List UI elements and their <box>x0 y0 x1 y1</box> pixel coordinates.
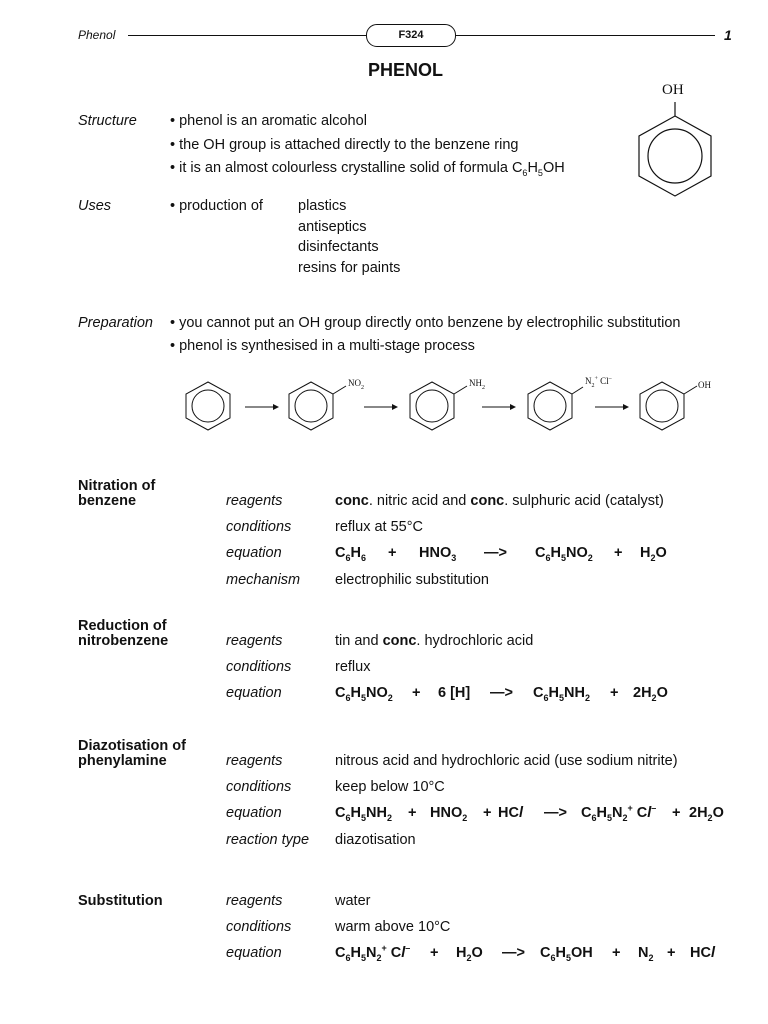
section-title-substitution: Substitution <box>78 893 163 909</box>
section-title-reduction: Reduction of nitrobenzene <box>78 618 169 649</box>
structure-bullet-1: • phenol is an aromatic alcohol <box>170 113 367 129</box>
uses-item: disinfectants <box>298 239 379 255</box>
phenol-structure-diagram <box>620 98 730 198</box>
equation-nitration: $C_6H_5NO_2$ <box>535 545 593 563</box>
row-key: mechanism <box>226 572 301 588</box>
equation-diazotisation: $2H_2O$ <box>689 805 724 823</box>
equation-substitution: + <box>430 945 439 961</box>
section-title-diazotisation: Diazotisation of phenylamine <box>78 738 186 769</box>
equation-reduction: $2H_2O$ <box>633 685 668 703</box>
structure-bullet-3: • it is an almost colourless crystalline solid of formula $C_6H_5OH$ <box>170 160 565 178</box>
header-doc-name: Phenol <box>78 28 116 42</box>
preparation-bullet-2: • phenol is synthesised in a multi-stage process <box>170 338 475 354</box>
uses-lead: • production of <box>170 198 263 214</box>
equation-nitration: + <box>614 545 623 561</box>
equation-diazotisation: $C_6H_5NH_2$ <box>335 805 392 823</box>
uses-item: antiseptics <box>298 219 367 235</box>
uses-item: plastics <box>298 198 347 214</box>
row-key: equation <box>226 805 282 821</box>
row-value: conc. nitric acid and conc. sulphuric acid (catalyst) <box>335 493 664 509</box>
equation-diazotisation: —> <box>544 805 567 821</box>
oh-label: OH <box>698 380 711 390</box>
row-key: reaction type <box>226 832 310 848</box>
equation-diazotisation: $HNO_2$ <box>430 805 468 823</box>
equation-reduction: $C_6H_5NH_2$ <box>533 685 590 703</box>
equation-substitution: —> <box>502 945 525 961</box>
section-title-nitration: Nitration of benzene <box>78 478 156 509</box>
equation-diazotisation: + <box>408 805 417 821</box>
page-number: 1 <box>724 27 732 43</box>
equation-nitration: $HNO_3$ <box>419 545 457 563</box>
preparation-bullet-1: • you cannot put an OH group directly onto benzene by electrophilic substitution <box>170 315 681 331</box>
equation-substitution: $C_6H_5OH$ <box>540 945 593 963</box>
header-badge: F324 <box>366 24 456 47</box>
row-key: reagents <box>226 753 283 769</box>
row-value: electrophilic substitution <box>335 572 489 588</box>
row-value: reflux at 55°C <box>335 519 424 535</box>
row-value: nitrous acid and hydrochloric acid (use sodium nitrite) <box>335 753 678 769</box>
equation-substitution: HCl <box>690 945 715 961</box>
row-value: tin and conc. hydrochloric acid <box>335 633 534 649</box>
page-title: PHENOL <box>368 60 444 80</box>
equation-nitration: —> <box>484 545 507 561</box>
row-key: equation <box>226 945 282 961</box>
row-key: reagents <box>226 493 283 509</box>
header-rule-left <box>128 35 366 36</box>
equation-substitution: + <box>667 945 676 961</box>
row-value: keep below 10°C <box>335 779 445 795</box>
equation-reduction: —> <box>490 685 513 701</box>
row-value: diazotisation <box>335 832 416 848</box>
row-key: equation <box>226 545 282 561</box>
equation-reduction: + <box>412 685 421 701</box>
synthesis-scheme-diagram <box>170 370 730 440</box>
row-key: equation <box>226 685 282 701</box>
equation-substitution: $H_2O$ <box>456 945 483 963</box>
phenol-oh-label: OH <box>662 82 684 98</box>
uses-item: resins for paints <box>298 260 401 276</box>
row-key: conditions <box>226 779 292 795</box>
row-key: reagents <box>226 893 283 909</box>
equation-diazotisation: HCl <box>498 805 523 821</box>
equation-nitration: $C_6H_6$ <box>335 545 366 563</box>
preparation-label: Preparation <box>78 315 153 331</box>
equation-diazotisation: + <box>672 805 681 821</box>
row-value: water <box>335 893 371 909</box>
equation-diazotisation: + <box>483 805 492 821</box>
row-key: conditions <box>226 519 292 535</box>
row-value: warm above 10°C <box>335 919 451 935</box>
equation-nitration: $H_2O$ <box>640 545 667 563</box>
equation-reduction: $C_6H_5NO_2$ <box>335 685 393 703</box>
row-key: conditions <box>226 659 292 675</box>
equation-substitution: $C_6H_5N_2^+$ Cl– <box>335 943 411 963</box>
row-key: conditions <box>226 919 292 935</box>
nh2-label: $NH_2$ <box>469 378 485 391</box>
equation-substitution: + <box>612 945 621 961</box>
equation-reduction: 6 [H] <box>438 685 471 701</box>
header-rule-right <box>455 35 715 36</box>
equation-nitration: + <box>388 545 397 561</box>
row-key: reagents <box>226 633 283 649</box>
equation-substitution: $N_2$ <box>638 945 654 963</box>
no2-label: $NO_2$ <box>348 378 364 391</box>
structure-bullet-2: • the OH group is attached directly to the benzene ring <box>170 137 519 153</box>
row-value: reflux <box>335 659 371 675</box>
structure-label: Structure <box>78 113 137 129</box>
n2cl-label: $N_2^+$ Cl– <box>585 376 612 389</box>
equation-diazotisation: $C_6H_5N_2^+$ Cl– <box>581 803 657 823</box>
uses-label: Uses <box>78 198 112 214</box>
equation-reduction: + <box>610 685 619 701</box>
